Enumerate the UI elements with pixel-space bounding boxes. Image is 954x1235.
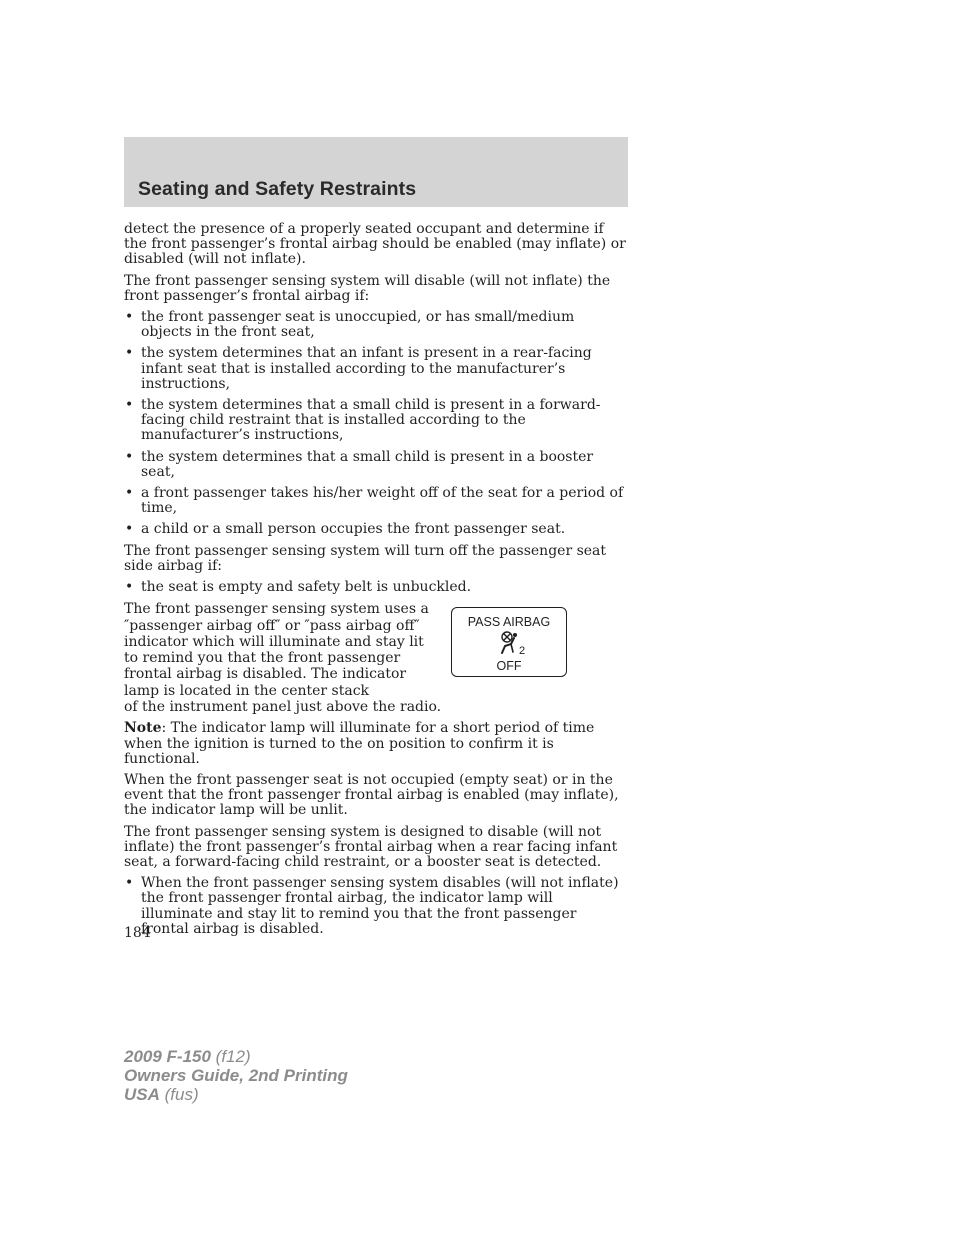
list-item: • the system determines that a small child is present in a booster seat, [124, 450, 628, 480]
note-label: Note [124, 720, 162, 737]
footer-line-model [124, 1047, 348, 1066]
indicator-badge: 2 [519, 645, 526, 656]
footer-model: 2009 F-150 [124, 1047, 211, 1066]
note-text: : The indicator lamp will illuminate for a short period of time when the ignition is turned to the on position to confirm it is functional. [124, 720, 595, 767]
footer-guide: Owners Guide, 2nd Printing [124, 1066, 348, 1085]
footer-model-code: (f12) [210, 1047, 251, 1066]
list-item: • the system determines that a small child is present in a forward-facing child restraint that is installed according to the manufacturer’s instructions, [124, 398, 628, 444]
design-list [124, 876, 628, 937]
footer-line-region [124, 1085, 348, 1104]
footer-line-guide [124, 1066, 348, 1085]
paragraph-indicator: The front passenger sensing system uses a ″passenger airbag off″ or ″pass airbag off″ indicator which will illuminate and stay lit to remind you that the front passenger frontal airbag is disabled. The indicator lamp is located in the center stack [124, 601, 429, 699]
paragraph-disable-conditions: The front passenger sensing system will disable (will not inflate) the front passenger’s frontal airbag if: [124, 272, 611, 304]
list-item: • a front passenger takes his/her weight off of the seat for a period of time, [124, 486, 628, 516]
indicator-label-bottom: OFF [496, 659, 522, 674]
paragraph-design: The front passenger sensing system is designed to disable (will not inflate) the front passenger’s frontal airbag when a rear facing infant seat, a forward-facing child restraint, or a booster seat is detected. [124, 823, 618, 870]
paragraph-indicator-tail: of the instrument panel just above the radio. [124, 699, 442, 716]
page-number: 184 [124, 925, 151, 941]
paragraph-unlit: When the front passenger seat is not occupied (empty seat) or in the event that the front passenger frontal airbag is enabled (may inflate), the indicator lamp will be unlit. [124, 771, 619, 819]
disable-conditions-list [124, 310, 628, 538]
list-item: • the seat is empty and safety belt is unbuckled. [124, 580, 628, 595]
list-item: • a child or a small person occupies the front passenger seat. [124, 522, 628, 537]
paragraph-intro: detect the presence of a properly seated occupant and determine if the front passenger’s frontal airbag should be enabled (may inflate) or disabled (will not inflate). [124, 221, 626, 268]
list-item: • the system determines that an infant is present in a rear-facing infant seat that is installed according to the manufacturer’s instructions, [124, 346, 628, 392]
indicator-label-top: PASS AIRBAG [467, 615, 551, 630]
list-item: • When the front passenger sensing system disables (will not inflate) the front passenger frontal airbag, the indicator lamp will illuminate and stay lit to remind you that the front passenger frontal airbag is disabled. [124, 876, 628, 937]
footer-region-code: (fus) [159, 1085, 199, 1104]
section-title: Seating and Safety Restraints [138, 178, 417, 200]
footer-edition [124, 1047, 348, 1104]
pass-airbag-off-indicator-figure [451, 607, 567, 677]
paragraph-note [124, 721, 628, 767]
indicator-section [124, 601, 628, 715]
section-header-band [124, 137, 628, 207]
footer-region: USA [124, 1085, 160, 1104]
side-airbag-list [124, 580, 628, 595]
page-content [124, 222, 628, 943]
paragraph-side-airbag: The front passenger sensing system will turn off the passenger seat side airbag if: [124, 542, 607, 574]
passenger-airbag-off-icon [496, 631, 526, 655]
list-item: • the front passenger seat is unoccupied, or has small/medium objects in the front seat, [124, 310, 628, 340]
